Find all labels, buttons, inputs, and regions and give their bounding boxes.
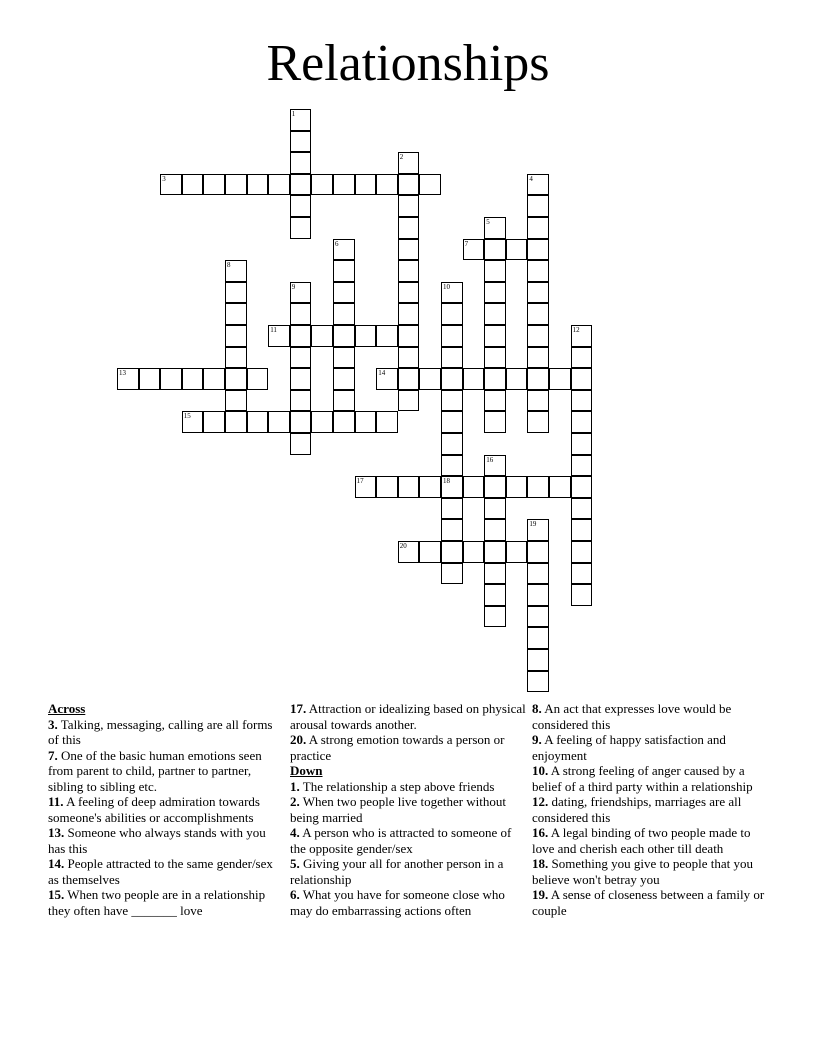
grid-cell[interactable]	[376, 325, 398, 347]
grid-cell[interactable]	[333, 282, 355, 304]
grid-cell[interactable]	[290, 433, 312, 455]
grid-cell[interactable]	[419, 476, 441, 498]
grid-cell[interactable]	[203, 411, 225, 433]
grid-cell[interactable]	[527, 368, 549, 390]
cell-number: 13	[119, 369, 126, 378]
grid-cell[interactable]	[290, 411, 312, 433]
cell-number: 11	[270, 326, 277, 334]
grid-cell[interactable]	[333, 260, 355, 282]
grid-cell[interactable]	[463, 541, 485, 563]
clue-number: 2.	[290, 794, 300, 809]
clue-number: 4.	[290, 825, 300, 840]
clue-text: dating, friendships, marriages are all considered this	[532, 794, 742, 825]
clue-item	[48, 856, 284, 887]
grid-cell[interactable]	[333, 368, 355, 390]
grid-cell[interactable]	[484, 325, 506, 347]
grid-cell[interactable]	[333, 390, 355, 412]
grid-cell[interactable]	[333, 239, 355, 261]
clue-text: A person who is attracted to someone of the opposite gender/sex	[290, 825, 512, 856]
grid-cell[interactable]	[484, 563, 506, 585]
grid-cell[interactable]	[398, 260, 420, 282]
grid-cell[interactable]	[527, 282, 549, 304]
cell-number: 8	[227, 261, 231, 270]
grid-cell[interactable]	[463, 476, 485, 498]
clue-text: Someone who always stands with you has this	[48, 825, 266, 856]
clue-column-2	[290, 701, 528, 918]
grid-cell[interactable]	[527, 303, 549, 325]
clue-number: 15.	[48, 887, 65, 902]
grid-cell[interactable]	[527, 411, 549, 433]
grid-cell[interactable]	[333, 303, 355, 325]
grid-cell[interactable]	[527, 195, 549, 217]
grid-cell[interactable]	[398, 239, 420, 261]
grid-cell[interactable]	[484, 282, 506, 304]
clue-item	[48, 887, 284, 918]
grid-cell[interactable]	[463, 239, 485, 261]
clue-number: 9.	[532, 732, 542, 747]
grid-cell[interactable]	[376, 174, 398, 196]
grid-cell[interactable]	[333, 411, 355, 433]
grid-cell[interactable]	[527, 606, 549, 628]
grid-cell[interactable]	[290, 390, 312, 412]
grid-cell[interactable]	[441, 282, 463, 304]
grid-cell[interactable]	[225, 282, 247, 304]
grid-cell[interactable]	[398, 282, 420, 304]
clue-item	[532, 856, 768, 887]
clue-number: 16.	[532, 825, 549, 840]
grid-cell[interactable]	[484, 368, 506, 390]
clue-text: People attracted to the same gender/sex as themselves	[48, 856, 273, 887]
grid-cell[interactable]	[355, 476, 377, 498]
grid-cell[interactable]	[419, 541, 441, 563]
clue-number: 8.	[532, 701, 542, 716]
grid-cell[interactable]	[182, 368, 204, 390]
grid-cell[interactable]	[441, 519, 463, 541]
clue-number: 14.	[48, 856, 65, 871]
cell-number: 6	[335, 239, 339, 248]
clue-text: A sense of closeness between a family or couple	[532, 887, 765, 918]
grid-cell[interactable]	[484, 347, 506, 369]
grid-cell[interactable]	[441, 476, 463, 498]
clue-item	[532, 794, 768, 825]
grid-cell[interactable]	[484, 541, 506, 563]
clue-text: Talking, messaging, calling are all forms of this	[48, 716, 273, 747]
clue-number: 10.	[532, 763, 549, 778]
grid-cell[interactable]	[398, 174, 420, 196]
grid-cell[interactable]	[117, 368, 139, 390]
clue-item	[290, 732, 528, 763]
grid-cell[interactable]	[290, 347, 312, 369]
clue-item	[290, 856, 528, 887]
grid-cell[interactable]	[484, 606, 506, 628]
grid-cell[interactable]	[398, 217, 420, 239]
cell-number: 1	[291, 110, 296, 118]
grid-cell[interactable]	[484, 519, 506, 541]
grid-cell[interactable]	[506, 541, 528, 563]
cell-number: 14	[378, 369, 386, 378]
grid-cell[interactable]	[571, 411, 593, 433]
clue-number: 5.	[290, 856, 300, 871]
clue-text: Giving your all for another person in a relationship	[290, 856, 504, 887]
grid-cell[interactable]	[290, 303, 312, 325]
grid-cell[interactable]	[398, 368, 420, 390]
grid-cell[interactable]	[398, 541, 420, 563]
clue-text: Attraction or idealizing based on physical arousal towards another.	[290, 701, 526, 732]
grid-cell[interactable]	[527, 584, 549, 606]
grid-cell[interactable]	[571, 584, 593, 606]
grid-cell[interactable]	[355, 174, 377, 196]
cell-number: 20	[399, 542, 407, 550]
clue-number: 3.	[48, 716, 58, 732]
grid-cell[interactable]	[290, 217, 312, 239]
grid-cell[interactable]	[527, 260, 549, 282]
grid-cell[interactable]	[225, 368, 247, 390]
cell-number: 16	[486, 455, 494, 464]
grid-cell[interactable]	[225, 303, 247, 325]
cell-number: 4	[529, 174, 533, 183]
clue-number: 7.	[48, 747, 58, 763]
grid-cell[interactable]	[571, 541, 593, 563]
cell-number: 19	[529, 520, 537, 529]
grid-cell[interactable]	[506, 476, 528, 498]
grid-cell[interactable]	[484, 476, 506, 498]
across-heading: Across	[48, 701, 86, 716]
grid-cell[interactable]	[225, 411, 247, 433]
grid-cell[interactable]	[484, 390, 506, 412]
grid-cell[interactable]	[441, 498, 463, 520]
grid-cell[interactable]	[527, 325, 549, 347]
clue-text: A strong emotion towards a person or practice	[290, 732, 505, 763]
grid-cell[interactable]	[549, 368, 571, 390]
grid-cell[interactable]	[333, 347, 355, 369]
grid-cell[interactable]	[571, 368, 593, 390]
clue-item	[48, 825, 284, 856]
cell-number: 7	[464, 239, 469, 248]
grid-cell[interactable]	[571, 347, 593, 369]
cell-number: 17	[356, 477, 364, 486]
clue-number: 11.	[48, 794, 64, 809]
grid-cell[interactable]	[290, 282, 312, 304]
grid-cell[interactable]	[527, 347, 549, 369]
grid-cell[interactable]	[290, 131, 312, 153]
grid-cell[interactable]	[441, 390, 463, 412]
grid-cell[interactable]	[398, 325, 420, 347]
cell-number: 3	[162, 174, 166, 183]
grid-cell[interactable]	[355, 411, 377, 433]
cell-number: 5	[486, 218, 490, 226]
grid-cell[interactable]	[268, 411, 290, 433]
clue-text: One of the basic human emotions seen from parent to child, partner to partner, sibling to sibling etc.	[48, 747, 262, 794]
cell-number: 15	[183, 412, 191, 421]
grid-cell[interactable]	[506, 239, 528, 261]
cell-number: 2	[399, 153, 404, 162]
clue-number: 17.	[290, 701, 307, 716]
grid-cell[interactable]	[268, 325, 290, 347]
down-heading: Down	[290, 763, 323, 778]
cell-number: 10	[443, 282, 450, 291]
grid-cell[interactable]	[160, 174, 182, 196]
grid-cell[interactable]	[441, 541, 463, 563]
grid-cell[interactable]	[311, 325, 333, 347]
grid-cell[interactable]	[441, 325, 463, 347]
grid-cell[interactable]	[527, 390, 549, 412]
clue-item	[48, 794, 284, 825]
grid-cell[interactable]	[527, 627, 549, 649]
grid-cell[interactable]	[290, 368, 312, 390]
clue-item	[532, 701, 768, 732]
grid-cell[interactable]	[398, 195, 420, 217]
grid-cell[interactable]	[290, 325, 312, 347]
grid-cell[interactable]	[290, 174, 312, 196]
clue-number: 6.	[290, 887, 300, 902]
grid-cell[interactable]	[441, 347, 463, 369]
grid-cell[interactable]	[441, 303, 463, 325]
grid-cell[interactable]	[441, 455, 463, 477]
grid-cell[interactable]	[419, 174, 441, 196]
grid-cell[interactable]	[225, 347, 247, 369]
clue-item	[290, 887, 528, 918]
grid-cell[interactable]	[441, 433, 463, 455]
grid-cell[interactable]	[290, 152, 312, 174]
grid-cell[interactable]	[484, 411, 506, 433]
grid-cell[interactable]	[398, 152, 420, 174]
page-title: Relationships	[266, 35, 550, 92]
grid-cell[interactable]	[376, 368, 398, 390]
grid-cell[interactable]	[527, 217, 549, 239]
grid-cell[interactable]	[484, 455, 506, 477]
clue-number: 20.	[290, 732, 307, 747]
grid-cell[interactable]	[376, 476, 398, 498]
clue-text: Something you give to people that you believe won't betray you	[532, 856, 753, 887]
clue-item	[532, 732, 768, 763]
grid-cell[interactable]	[571, 476, 593, 498]
grid-cell[interactable]	[571, 563, 593, 585]
grid-cell[interactable]	[441, 563, 463, 585]
grid-cell[interactable]	[484, 217, 506, 239]
grid-cell[interactable]	[333, 325, 355, 347]
grid-cell[interactable]	[527, 671, 549, 693]
grid-cell[interactable]	[355, 325, 377, 347]
cell-number: 12	[572, 326, 580, 334]
grid-cell[interactable]	[376, 411, 398, 433]
clue-text: An act that expresses love would be considered this	[532, 701, 732, 732]
clue-item	[48, 748, 284, 795]
clue-item	[290, 825, 528, 856]
grid-cell[interactable]	[247, 411, 269, 433]
grid-cell[interactable]	[484, 303, 506, 325]
grid-cell[interactable]	[290, 195, 312, 217]
grid-cell[interactable]	[463, 368, 485, 390]
grid-cell[interactable]	[527, 519, 549, 541]
cell-number: 9	[291, 282, 296, 291]
grid-cell[interactable]	[225, 260, 247, 282]
grid-cell[interactable]	[571, 498, 593, 520]
grid-cell[interactable]	[571, 433, 593, 455]
grid-cell[interactable]	[484, 584, 506, 606]
clue-item	[48, 717, 284, 748]
clue-column-1	[48, 701, 284, 918]
grid-cell[interactable]	[398, 476, 420, 498]
clue-number: 18.	[532, 856, 549, 871]
clue-item	[290, 794, 528, 825]
grid-cell[interactable]	[225, 174, 247, 196]
grid-cell[interactable]	[571, 455, 593, 477]
grid-cell[interactable]	[311, 411, 333, 433]
clue-text: A feeling of deep admiration towards someone's abilities or accomplishments	[48, 794, 260, 825]
grid-cell[interactable]	[484, 260, 506, 282]
grid-cell[interactable]	[182, 411, 204, 433]
clue-column-3	[532, 701, 768, 918]
grid-cell[interactable]	[225, 390, 247, 412]
clue-number: 1.	[290, 778, 300, 794]
clue-text: When two people live together without being married	[290, 794, 507, 825]
grid-cell[interactable]	[571, 325, 593, 347]
grid-cell[interactable]	[484, 498, 506, 520]
clue-text: A feeling of happy satisfaction and enjoyment	[532, 732, 726, 763]
grid-cell[interactable]	[506, 368, 528, 390]
clue-number: 12.	[532, 794, 549, 809]
grid-cell[interactable]	[398, 390, 420, 412]
grid-cell[interactable]	[527, 649, 549, 671]
clue-text: The relationship a step above friends	[302, 778, 495, 794]
grid-cell[interactable]	[571, 390, 593, 412]
grid-cell[interactable]	[311, 174, 333, 196]
clue-item	[532, 825, 768, 856]
grid-cell[interactable]	[247, 174, 269, 196]
grid-cell[interactable]	[527, 563, 549, 585]
grid-cell[interactable]	[139, 368, 161, 390]
grid-cell[interactable]	[290, 109, 312, 131]
clue-item	[532, 887, 768, 918]
grid-cell[interactable]	[441, 368, 463, 390]
grid-cell[interactable]	[333, 174, 355, 196]
cell-number: 18	[443, 477, 450, 486]
grid-cell[interactable]	[571, 519, 593, 541]
grid-cell[interactable]	[549, 476, 571, 498]
clue-item	[532, 763, 768, 794]
grid-cell[interactable]	[182, 174, 204, 196]
grid-cell[interactable]	[527, 476, 549, 498]
grid-cell[interactable]	[398, 347, 420, 369]
grid-cell[interactable]	[419, 368, 441, 390]
grid-cell[interactable]	[527, 541, 549, 563]
grid-cell[interactable]	[268, 174, 290, 196]
clue-text: What you have for someone close who may do embarrassing actions often	[290, 887, 505, 918]
clue-number: 19.	[532, 887, 549, 902]
grid-cell[interactable]	[441, 411, 463, 433]
grid-cell[interactable]	[527, 174, 549, 196]
clue-number: 13.	[48, 825, 65, 840]
grid-cell[interactable]	[484, 239, 506, 261]
clue-item	[290, 701, 528, 732]
grid-cell[interactable]	[160, 368, 182, 390]
clue-item	[290, 779, 528, 795]
grid-cell[interactable]	[527, 239, 549, 261]
grid-cell[interactable]	[203, 368, 225, 390]
clue-text: A legal binding of two people made to love and cherish each other till death	[532, 825, 751, 856]
clue-text: A strong feeling of anger caused by a belief of a third party within a relationship	[532, 763, 753, 794]
grid-cell[interactable]	[203, 174, 225, 196]
grid-cell[interactable]	[247, 368, 269, 390]
grid-cell[interactable]	[225, 325, 247, 347]
clue-text: When two people are in a relationship they often have _______ love	[48, 887, 266, 918]
grid-cell[interactable]	[398, 303, 420, 325]
